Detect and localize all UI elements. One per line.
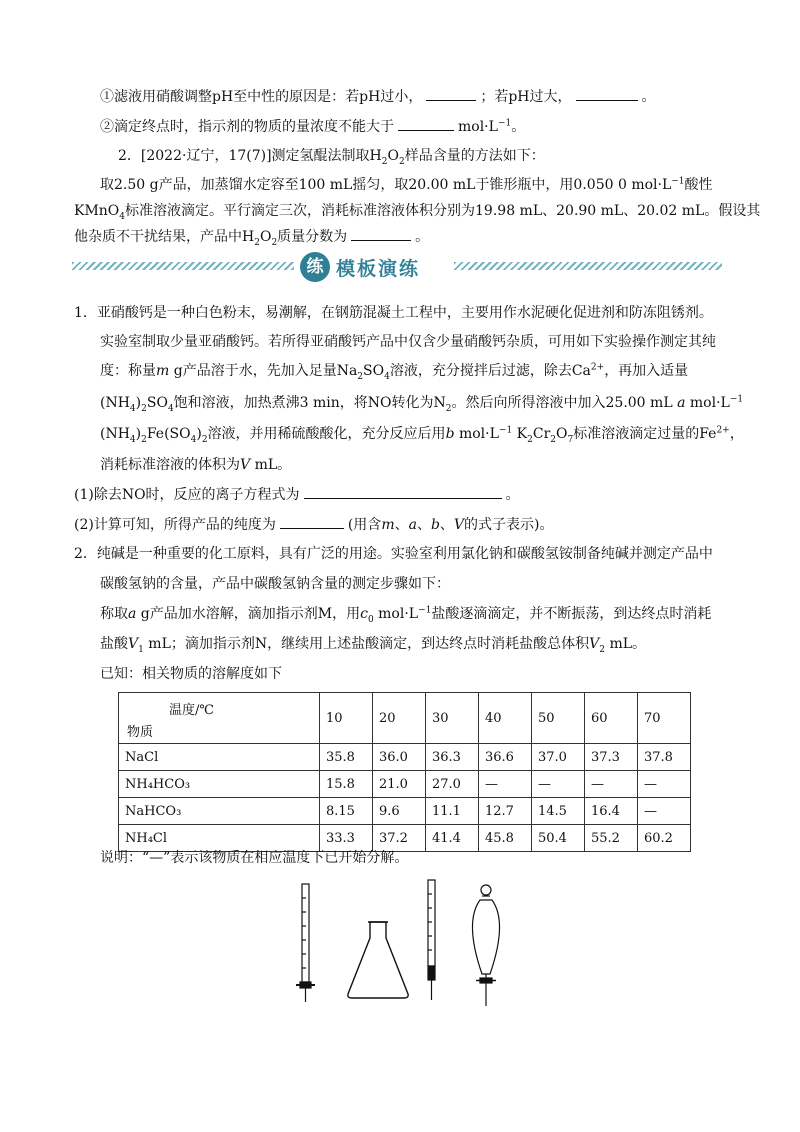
header-temp-cell: 50 xyxy=(532,693,585,744)
question-2-body: 取2.50 g产品，加蒸馏水定容至100 mL摇匀，取20.00 mL于锥形瓶中，用0.050 0 $mol\cdot L^{-1}$酸性 xyxy=(100,176,713,193)
value-cell: 37.0 xyxy=(532,744,585,771)
problem-1-body: 度：称量m g产品溶于水，先加入足量$Na_2SO_4$溶液，充分搅拌后过滤，除去$Ca^{2+}$，再加入适量 xyxy=(100,362,689,382)
banner-stripe-right xyxy=(454,262,722,270)
header-temp-cell: 70 xyxy=(638,693,691,744)
problem-1-question-2: (2)计算可知，所得产品的纯度为 (用含m、a、b、V的式子表示)。 xyxy=(74,514,554,535)
practice-badge: 练 xyxy=(300,252,330,282)
value-cell: 60.2 xyxy=(638,825,691,852)
table-row xyxy=(119,771,691,798)
value-cell: — xyxy=(479,771,532,798)
value-cell: 16.4 xyxy=(585,798,638,825)
value-cell: 41.4 xyxy=(426,825,479,852)
value-cell: 55.2 xyxy=(585,825,638,852)
substance-cell: NH₄HCO₃ xyxy=(119,771,320,798)
header-corner-cell xyxy=(119,693,320,744)
value-cell: 12.7 xyxy=(479,798,532,825)
value-cell: 37.3 xyxy=(585,744,638,771)
question-2-body: KMnO$_4$标准溶液滴定。平行滴定三次，消耗标准溶液体积分别为19.98 mL、20.90 mL、20.02 mL。假设其 xyxy=(74,203,761,222)
value-cell: — xyxy=(638,798,691,825)
problem-1-body: 消耗标准溶液的体积为V mL。 xyxy=(100,457,292,473)
known-label: 已知：相关物质的溶解度如下 xyxy=(100,666,282,682)
problem-1-question-1: (1)除去NO时，反应的离子方程式为 。 xyxy=(74,484,520,505)
value-cell: — xyxy=(638,771,691,798)
answer-blank[interactable] xyxy=(280,514,344,529)
answer-blank[interactable] xyxy=(576,86,638,101)
substance-cell: NH₄Cl xyxy=(119,825,320,852)
base-burette-icon xyxy=(428,880,435,1000)
section-banner xyxy=(72,252,722,282)
banner-stripe-left xyxy=(72,262,294,270)
header-substance-label: 物质 xyxy=(127,725,154,740)
problem-1-intro: 1．亚硝酸钙是一种白色粉末，易潮解，在钢筋混凝土工程中，主要用作水泥硬化促进剂和防冻阻锈剂。 xyxy=(74,305,713,321)
value-cell: 9.6 xyxy=(373,798,426,825)
value-cell: 37.2 xyxy=(373,825,426,852)
problem-2-body: 盐酸$V_1$ mL；滴加指示剂N，继续用上述盐酸滴定，到达终点时消耗盐酸总体积$V_2$ mL。 xyxy=(100,636,647,655)
substance-cell: NaHCO₃ xyxy=(119,798,320,825)
header-temperature-label: 温度/℃ xyxy=(169,703,214,718)
header-temp-cell: 30 xyxy=(426,693,479,744)
question-2-body: 他杂质不干扰结果，产品中$H_2O_2$质量分数为 。 xyxy=(74,226,429,247)
apparatus-figure xyxy=(290,878,530,1008)
value-cell: — xyxy=(585,771,638,798)
answer-blank[interactable] xyxy=(426,86,476,101)
header-temp-cell: 40 xyxy=(479,693,532,744)
value-cell: 21.0 xyxy=(373,771,426,798)
value-cell: 35.8 xyxy=(320,744,373,771)
value-cell: 27.0 xyxy=(426,771,479,798)
acid-burette-icon xyxy=(296,884,315,1002)
conical-flask-icon xyxy=(348,922,408,998)
banner-title: 模板演练 xyxy=(336,258,421,280)
substance-cell: NaCl xyxy=(119,744,320,771)
problem-2-body: 称取a g产品加水溶解，滴加指示剂M，用$c_0$ $mol\cdot L^{-1}$盐酸逐滴滴定，并不断振荡，到达终点时消耗 xyxy=(100,605,712,625)
value-cell: 33.3 xyxy=(320,825,373,852)
header-temp-cell: 20 xyxy=(373,693,426,744)
problem-2-intro: 2．纯碱是一种重要的化工原料，具有广泛的用途。实验室利用氯化钠和碳酸氢铵制备纯碱并测定产品中 xyxy=(74,546,713,562)
table-header-row xyxy=(119,693,691,744)
table-row xyxy=(119,798,691,825)
header-temp-cell: 10 xyxy=(320,693,373,744)
value-cell: 15.8 xyxy=(320,771,373,798)
problem-1-body: $(NH_4)_2SO_4$饱和溶液，加热煮沸3 min，将NO转化为$N_2$。然后向所得溶液中加入25.00 mL a $mol\cdot L^{-1}$ xyxy=(100,394,744,414)
q-filtrate-ph-line: ①滤液用硝酸调整pH至中性的原因是：若pH过小， ；若pH过大， 。 xyxy=(100,86,656,107)
value-cell: 11.1 xyxy=(426,798,479,825)
question-2-heading: 2．[2022·辽宁，17(7)]测定氢醌法制取$H_2O_2$样品含量的方法如下： xyxy=(118,148,545,167)
separatory-funnel-icon xyxy=(472,885,499,1006)
solubility-table xyxy=(118,692,691,852)
table-note: 说明：“—”表示该物质在相应温度下已开始分解。 xyxy=(100,850,409,866)
problem-1-body: $(NH_4)_2Fe(SO_4)_2$溶液，并用稀硫酸酸化，充分反应后用b $mol\cdot L^{-1}$ $K_2Cr_2O_7$标准溶液滴定过量的$Fe^{2+}$， xyxy=(100,425,744,445)
answer-blank[interactable] xyxy=(304,484,502,499)
header-temp-cell: 60 xyxy=(585,693,638,744)
value-cell: 36.6 xyxy=(479,744,532,771)
value-cell: 50.4 xyxy=(532,825,585,852)
value-cell: 8.15 xyxy=(320,798,373,825)
answer-blank[interactable] xyxy=(351,226,411,241)
value-cell: 36.0 xyxy=(373,744,426,771)
q-indicator-line: ②滴定终点时，指示剂的物质的量浓度不能大于 $mol\cdot L^{-1}$。 xyxy=(100,116,525,137)
value-cell: 45.8 xyxy=(479,825,532,852)
problem-2-body: 碳酸氢钠的含量，产品中碳酸氢钠含量的测定步骤如下： xyxy=(100,576,450,592)
value-cell: 36.3 xyxy=(426,744,479,771)
answer-blank[interactable] xyxy=(398,116,454,131)
value-cell: 37.8 xyxy=(638,744,691,771)
problem-1-body: 实验室制取少量亚硝酸钙。若所得亚硝酸钙产品中仅含少量硝酸钙杂质，可用如下实验操作测定其纯 xyxy=(100,334,716,350)
value-cell: 14.5 xyxy=(532,798,585,825)
table-row xyxy=(119,744,691,771)
value-cell: — xyxy=(532,771,585,798)
